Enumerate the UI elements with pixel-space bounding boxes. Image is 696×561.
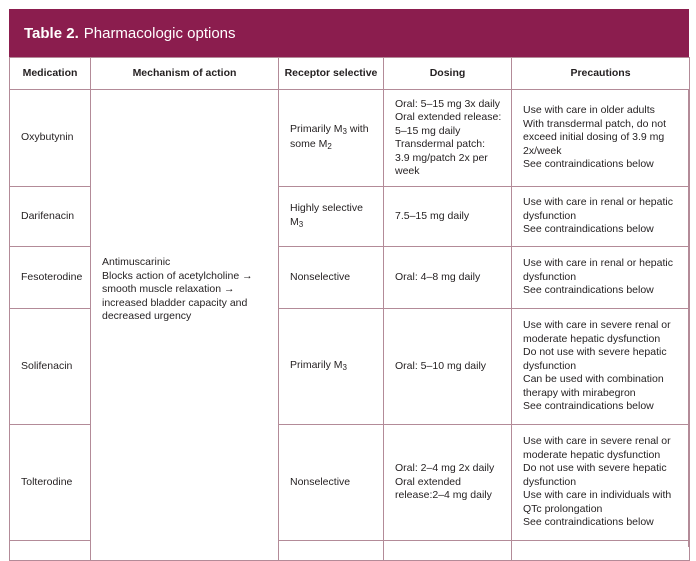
- dosing-cell: [384, 425, 512, 541]
- receptor-subscript: 2: [327, 142, 332, 151]
- header-mechanism: Mechanism of action: [91, 58, 279, 90]
- precaution-line: See contraindications below: [523, 400, 654, 413]
- precaution-line: See contraindications below: [523, 516, 654, 529]
- mechanism-description: Blocks action of acetylcholine → smooth muscle relaxation → increased bladder capacity and decreased urgency: [102, 269, 253, 323]
- receptor-text: Nonselective: [290, 270, 351, 283]
- precaution-line: Use with care in older adults: [523, 104, 655, 117]
- precautions-cell: [512, 247, 690, 309]
- dosing-line: Oral: 5–10 mg daily: [395, 359, 487, 372]
- medication-cell: Solifenacin: [10, 309, 91, 425]
- dosing-cell: [384, 187, 512, 247]
- receptor-text: Nonselective: [290, 475, 351, 488]
- table-title: Pharmacologic options: [83, 24, 236, 42]
- receptor-cell: [279, 541, 384, 561]
- receptor-subscript: 3: [298, 219, 304, 229]
- medication-cell: Tolterodine: [10, 425, 91, 541]
- precaution-line: With transdermal patch, do not exceed initial dosing of 3.9 mg 2x/week: [523, 117, 666, 157]
- dosing-cell: [384, 309, 512, 425]
- precaution-line: Do not use with severe hepatic dysfunction: [523, 346, 667, 372]
- receptor-text: with some M: [290, 122, 369, 150]
- precaution-line: Use with care in renal or hepatic dysfunction: [523, 257, 673, 283]
- dosing-line: Oral: 4–8 mg daily: [395, 270, 481, 283]
- receptor-cell: [279, 425, 384, 541]
- receptor-cell: [279, 309, 384, 425]
- receptor-text: Primarily M: [290, 358, 343, 371]
- dosing-line: Oral: 2–4 mg 2x daily: [395, 462, 495, 475]
- receptor-cell: [279, 90, 384, 187]
- dosing-line: 3.9 mg/patch 2x per week: [395, 151, 488, 177]
- dosing-cell: [384, 541, 512, 561]
- receptor-subscript: 3: [342, 126, 347, 136]
- receptor-text: Primarily M: [290, 122, 343, 135]
- precaution-line: Can be used with combination therapy with mirabegron: [523, 373, 664, 399]
- dosing-line: Oral: 5–15 mg 3x daily: [395, 97, 501, 110]
- precaution-line: See contraindications below: [523, 158, 654, 171]
- dosing-line: Transdermal patch:: [395, 138, 486, 150]
- header-row: [10, 58, 690, 90]
- mechanism-title: Antimuscarinic: [102, 256, 171, 269]
- precaution-line: Use with care in severe renal or moderate hepatic dysfunction: [523, 435, 671, 461]
- header-precautions: Precautions: [512, 58, 690, 90]
- precaution-line: Use with care in renal or hepatic dysfunction: [523, 196, 673, 222]
- precautions-cell: [512, 425, 690, 541]
- mechanism-cell: [91, 90, 279, 561]
- dosing-line: 7.5–15 mg daily: [395, 209, 470, 222]
- precaution-line: See contraindications below: [523, 284, 654, 297]
- dosing-line: Oral extended release: 5–15 mg daily: [395, 111, 502, 137]
- precaution-line: Use with care in severe renal or moderate hepatic dysfunction: [523, 319, 671, 345]
- table-number: Table 2.: [24, 24, 79, 42]
- header-receptor: Receptor selective: [279, 58, 384, 90]
- dosing-cell: [384, 247, 512, 309]
- receptor-subscript: 3: [342, 362, 347, 372]
- table-title-bar: [9, 9, 689, 57]
- medication-cell: Fesoterodine: [10, 247, 91, 309]
- precautions-cell: [512, 90, 690, 187]
- precautions-cell: [512, 187, 690, 247]
- dosing-line: Oral extended release:2–4 mg daily: [395, 475, 492, 502]
- medication-cell: Oxybutynin: [10, 90, 91, 187]
- pharmacologic-options-table: [9, 57, 690, 561]
- receptor-text: Highly selective M: [290, 202, 363, 228]
- receptor-cell: [279, 247, 384, 309]
- medication-cell: [10, 541, 91, 561]
- precautions-cell: [512, 541, 690, 561]
- header-medication: Medication: [10, 58, 91, 90]
- precaution-line: Use with care in individuals with QTc prolongation: [523, 489, 672, 515]
- precautions-cell: [512, 309, 690, 425]
- table-row: [10, 90, 690, 187]
- dosing-cell: [384, 90, 512, 187]
- precaution-line: Do not use with severe hepatic dysfunction: [523, 462, 667, 488]
- medication-cell: Darifenacin: [10, 187, 91, 247]
- header-dosing: Dosing: [384, 58, 512, 90]
- precaution-line: See contraindications below: [523, 223, 654, 236]
- receptor-cell: [279, 187, 384, 247]
